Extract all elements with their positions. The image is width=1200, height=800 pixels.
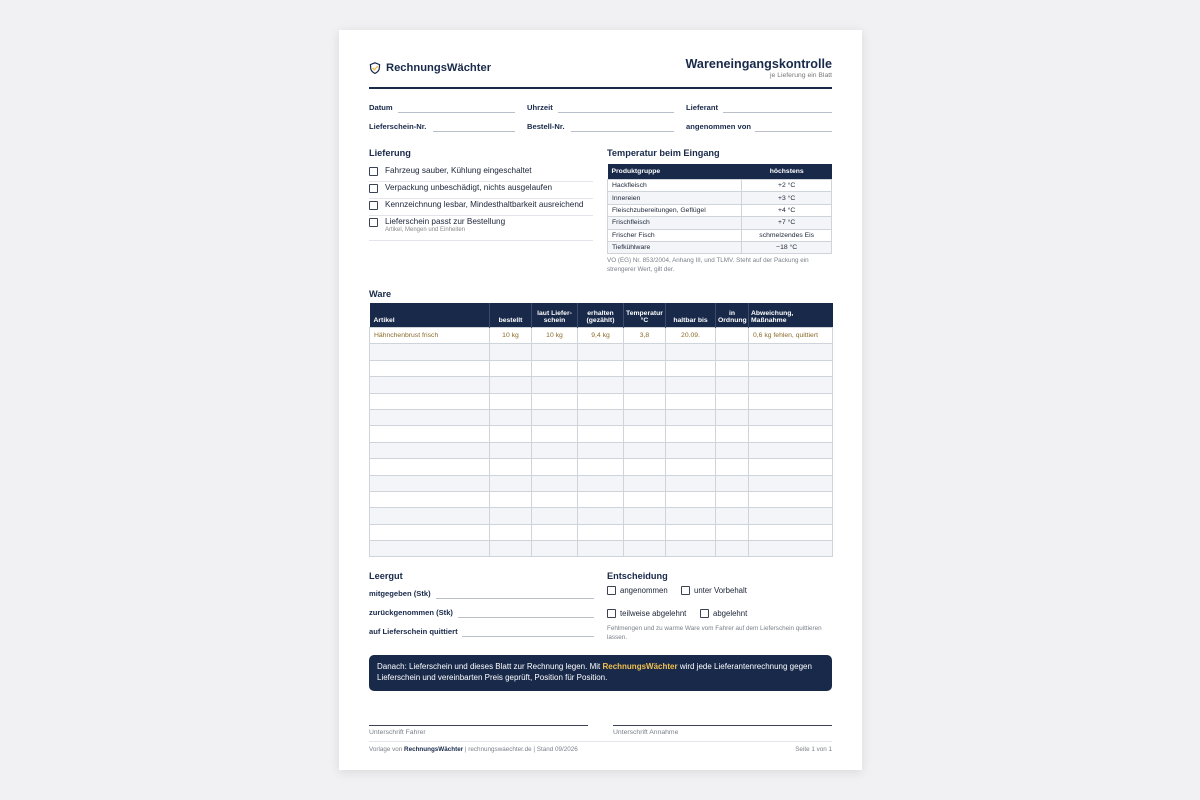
table-row [608, 192, 832, 204]
table-cell[interactable] [490, 442, 532, 458]
field-label-zurueckgenommen: zurückgenommen (Stk) [369, 608, 453, 617]
table-cell[interactable] [716, 360, 749, 376]
table-cell[interactable]: Hähnchenbrust frisch [370, 328, 490, 344]
checkbox-teilweise-abgelehnt[interactable] [607, 609, 616, 618]
table-cell[interactable] [578, 409, 624, 425]
table-cell[interactable] [666, 491, 716, 507]
table-cell[interactable] [578, 508, 624, 524]
table-cell: Tiefkühlware [608, 241, 742, 253]
table-row [370, 409, 833, 425]
table-cell[interactable] [666, 377, 716, 393]
field-mitgegeben[interactable] [436, 598, 594, 599]
table-cell[interactable]: 10 kg [532, 328, 578, 344]
checklist-item[interactable] [369, 182, 593, 199]
table-cell: schmelzendes Eis [742, 229, 832, 241]
table-cell[interactable] [716, 426, 749, 442]
table-cell: −18 °C [742, 241, 832, 253]
footer-text [369, 746, 578, 753]
field-label-lieferschein-nr: Lieferschein-Nr. [369, 122, 427, 131]
field-bestell-nr[interactable] [571, 131, 674, 132]
table-cell[interactable] [666, 409, 716, 425]
column-header: in Ordnung [716, 303, 749, 328]
table-cell: Frischfleisch [608, 217, 742, 229]
table-cell[interactable] [624, 475, 666, 491]
table-cell[interactable] [490, 459, 532, 475]
table-cell[interactable] [370, 442, 490, 458]
field-quittiert[interactable] [462, 636, 594, 637]
table-cell[interactable] [578, 377, 624, 393]
table-cell[interactable] [370, 393, 490, 409]
info-banner [369, 655, 832, 691]
table-cell[interactable] [624, 344, 666, 360]
footer-suffix: | rechnungswaechter.de | Stand 09/2026 [463, 746, 578, 753]
shield-check-logo-icon [369, 62, 381, 74]
checklist-label: Fahrzeug sauber, Kühlung eingeschaltet [385, 166, 532, 175]
table-cell[interactable] [490, 508, 532, 524]
table-cell[interactable] [749, 459, 833, 475]
table-row [370, 491, 833, 507]
field-angenommen-von[interactable] [755, 131, 832, 132]
table-cell[interactable] [370, 426, 490, 442]
table-cell[interactable] [370, 459, 490, 475]
lieferung-heading: Lieferung [369, 148, 411, 158]
table-cell[interactable] [624, 524, 666, 540]
table-cell[interactable] [532, 409, 578, 425]
table-cell[interactable] [716, 491, 749, 507]
table-cell[interactable] [716, 442, 749, 458]
table-cell[interactable] [490, 475, 532, 491]
table-cell[interactable] [370, 475, 490, 491]
table-row [608, 180, 832, 192]
table-cell[interactable] [666, 475, 716, 491]
table-cell[interactable] [532, 541, 578, 557]
page-subtitle: je Lieferung ein Blatt [770, 72, 832, 79]
table-cell[interactable] [624, 442, 666, 458]
table-cell[interactable] [666, 360, 716, 376]
table-cell[interactable] [624, 459, 666, 475]
table-cell[interactable] [490, 524, 532, 540]
table-cell[interactable] [749, 426, 833, 442]
table-cell[interactable] [370, 377, 490, 393]
field-label-bestell-nr: Bestell-Nr. [527, 122, 565, 131]
column-header: Abweichung, Maßnahme [749, 303, 833, 328]
table-cell[interactable] [578, 393, 624, 409]
column-header: bestellt [490, 303, 532, 328]
field-label-quittiert: auf Lieferschein quittiert [369, 627, 458, 636]
entscheidung-heading: Entscheidung [607, 571, 668, 581]
checklist-label: Verpackung unbeschädigt, nichts ausgelaufen [385, 183, 553, 192]
table-cell[interactable]: 10 kg [490, 328, 532, 344]
table-cell[interactable] [578, 360, 624, 376]
option-unter-vorbehalt: unter Vorbehalt [694, 586, 747, 595]
table-cell[interactable]: 0,6 kg fehlen, quittiert [749, 328, 833, 344]
checkbox[interactable] [369, 218, 378, 227]
table-cell[interactable] [716, 508, 749, 524]
field-label-lieferant: Lieferant [686, 103, 719, 112]
table-cell[interactable] [532, 459, 578, 475]
table-cell[interactable] [490, 393, 532, 409]
table-cell: Innereien [608, 192, 742, 204]
brand-name: RechnungsWächter [386, 62, 492, 74]
brand [369, 62, 491, 74]
checklist-item[interactable] [369, 199, 593, 216]
field-datum[interactable] [398, 112, 515, 113]
table-cell: Frischer Fisch [608, 229, 742, 241]
table-cell[interactable] [749, 393, 833, 409]
ware-heading: Ware [369, 289, 392, 299]
table-cell[interactable] [624, 426, 666, 442]
signature-line-fahrer[interactable] [369, 725, 588, 726]
checklist-sublabel: Artikel, Mengen und Einheiten [385, 227, 466, 233]
table-cell[interactable] [624, 409, 666, 425]
table-row [608, 241, 832, 253]
table-row [608, 217, 832, 229]
table-cell[interactable] [666, 393, 716, 409]
column-header: höchstens [742, 164, 832, 180]
banner-text: Danach: Lieferschein und dieses Blatt zur Rechnung legen. Mit [377, 662, 603, 671]
table-cell[interactable] [532, 377, 578, 393]
table-row [608, 204, 832, 216]
temperature-table [607, 164, 832, 254]
table-cell: +2 °C [742, 180, 832, 192]
table-cell[interactable] [749, 524, 833, 540]
signature-label-fahrer: Unterschrift Fahrer [369, 729, 426, 736]
table-cell[interactable] [749, 541, 833, 557]
table-cell[interactable] [624, 491, 666, 507]
table-cell[interactable] [490, 409, 532, 425]
field-zurueckgenommen[interactable] [458, 617, 594, 618]
table-cell[interactable] [624, 360, 666, 376]
table-cell[interactable] [490, 491, 532, 507]
table-row [370, 459, 833, 475]
table-cell[interactable] [749, 360, 833, 376]
option-angenommen: angenommen [620, 586, 668, 595]
table-cell[interactable] [624, 377, 666, 393]
table-cell[interactable] [370, 409, 490, 425]
page-number: Seite 1 von 1 [795, 746, 832, 753]
table-cell[interactable] [370, 491, 490, 507]
table-row [370, 426, 833, 442]
checkbox[interactable] [369, 184, 378, 193]
table-cell[interactable] [716, 344, 749, 360]
table-cell[interactable] [532, 508, 578, 524]
table-cell[interactable] [716, 409, 749, 425]
table-cell[interactable]: 20.09. [666, 328, 716, 344]
table-cell[interactable] [749, 508, 833, 524]
table-cell[interactable] [578, 475, 624, 491]
table-cell[interactable] [749, 409, 833, 425]
checklist-label: Lieferschein passt zur Bestellung [385, 217, 506, 226]
table-cell[interactable] [716, 377, 749, 393]
checkbox-abgelehnt[interactable] [700, 609, 709, 618]
table-cell[interactable] [370, 541, 490, 557]
signature-label-annahme: Unterschrift Annahme [613, 729, 679, 736]
temperatur-heading: Temperatur beim Eingang [607, 148, 720, 158]
table-cell[interactable] [578, 524, 624, 540]
table-cell[interactable] [490, 541, 532, 557]
table-cell[interactable] [624, 508, 666, 524]
table-cell[interactable] [532, 524, 578, 540]
column-header: Produktgruppe [608, 164, 742, 180]
header-divider [369, 87, 832, 89]
checklist-label: Kennzeichnung lesbar, Mindesthaltbarkeit ausreichend [385, 200, 584, 209]
banner-text: wird jede Lieferantenrechnung gegen Lieferschein und vereinbarten Preis geprüft, Position für Position. [377, 662, 812, 682]
table-cell: Hackfleisch [608, 180, 742, 192]
table-row [370, 524, 833, 540]
table-cell[interactable] [532, 475, 578, 491]
column-header: erhalten (gezählt) [578, 303, 624, 328]
field-label-angenommen-von: angenommen von [686, 122, 751, 131]
table-cell[interactable] [532, 442, 578, 458]
table-cell[interactable] [666, 508, 716, 524]
table-cell: +3 °C [742, 192, 832, 204]
table-cell[interactable] [716, 393, 749, 409]
table-row [370, 377, 833, 393]
table-cell[interactable] [578, 541, 624, 557]
table-cell: +4 °C [742, 204, 832, 216]
table-cell[interactable] [666, 426, 716, 442]
field-label-uhrzeit: Uhrzeit [527, 103, 553, 112]
table-row [370, 360, 833, 376]
table-cell[interactable] [370, 344, 490, 360]
table-cell[interactable] [490, 426, 532, 442]
table-cell[interactable]: 9,4 kg [578, 328, 624, 344]
table-cell[interactable] [370, 508, 490, 524]
document-sheet [339, 30, 862, 770]
table-row [370, 442, 833, 458]
table-cell[interactable] [749, 475, 833, 491]
leergut-heading: Leergut [369, 571, 403, 581]
checkbox[interactable] [369, 167, 378, 176]
table-cell[interactable] [716, 541, 749, 557]
checkbox-unter-vorbehalt[interactable] [681, 586, 690, 595]
table-cell[interactable] [532, 360, 578, 376]
field-lieferant[interactable] [723, 112, 832, 113]
table-cell[interactable] [716, 475, 749, 491]
table-cell[interactable] [749, 377, 833, 393]
page-title: Wareneingangskontrolle [685, 57, 832, 71]
table-cell[interactable] [666, 524, 716, 540]
table-cell[interactable] [578, 426, 624, 442]
option-teilweise-abgelehnt: teilweise abgelehnt [620, 609, 687, 618]
table-cell: Fleischzubereitungen, Geflügel [608, 204, 742, 216]
table-cell[interactable]: 3,8 [624, 328, 666, 344]
table-cell[interactable] [578, 459, 624, 475]
column-header: haltbar bis [666, 303, 716, 328]
table-cell[interactable] [716, 459, 749, 475]
table-cell[interactable] [532, 393, 578, 409]
table-cell[interactable] [490, 377, 532, 393]
option-abgelehnt: abgelehnt [713, 609, 748, 618]
field-label-mitgegeben: mitgegeben (Stk) [369, 589, 431, 598]
goods-table [369, 303, 833, 557]
table-cell[interactable] [532, 344, 578, 360]
signature-line-annahme[interactable] [613, 725, 832, 726]
table-cell[interactable] [749, 491, 833, 507]
entscheidung-note: Fehlmengen und zu warme Ware vom Fahrer auf dem Lieferschein quittieren lassen. [607, 625, 822, 641]
table-cell[interactable] [749, 442, 833, 458]
table-cell[interactable] [532, 426, 578, 442]
footer-prefix: Vorlage von [369, 746, 405, 753]
table-cell[interactable] [578, 491, 624, 507]
checkbox[interactable] [369, 201, 378, 210]
table-cell[interactable] [666, 459, 716, 475]
column-header: Artikel [370, 303, 490, 328]
table-cell[interactable] [532, 491, 578, 507]
checklist-item[interactable] [369, 165, 593, 182]
table-cell[interactable] [666, 344, 716, 360]
table-cell[interactable] [578, 344, 624, 360]
table-cell[interactable] [490, 344, 532, 360]
table-cell[interactable] [578, 442, 624, 458]
table-cell: +7 °C [742, 217, 832, 229]
table-cell[interactable] [716, 328, 749, 344]
footer-brand: RechnungsWächter [404, 746, 464, 753]
table-cell[interactable] [749, 344, 833, 360]
footer-divider [369, 741, 832, 742]
table-row [370, 328, 833, 344]
table-cell[interactable] [666, 442, 716, 458]
column-header: laut Liefer- schein [532, 303, 578, 328]
table-row [370, 393, 833, 409]
table-row [370, 541, 833, 557]
table-cell[interactable] [666, 541, 716, 557]
table-cell[interactable] [490, 360, 532, 376]
temperature-note: VO (EG) Nr. 853/2004, Anhang III, und TLMV. Steht auf der Packung ein strengerer Wert, gilt der. [607, 257, 809, 273]
column-header: Temperatur °C [624, 303, 666, 328]
table-row [608, 229, 832, 241]
table-row [370, 508, 833, 524]
banner-brand: RechnungsWächter [602, 662, 678, 671]
table-cell[interactable] [624, 393, 666, 409]
table-row [370, 344, 833, 360]
table-cell[interactable] [370, 360, 490, 376]
field-lieferschein-nr[interactable] [433, 131, 515, 132]
table-cell[interactable] [370, 524, 490, 540]
table-cell[interactable] [716, 524, 749, 540]
table-cell[interactable] [624, 541, 666, 557]
checkbox-angenommen[interactable] [607, 586, 616, 595]
checklist-item[interactable] [369, 216, 593, 241]
field-label-datum: Datum [369, 103, 393, 112]
field-uhrzeit[interactable] [558, 112, 674, 113]
table-row [370, 475, 833, 491]
